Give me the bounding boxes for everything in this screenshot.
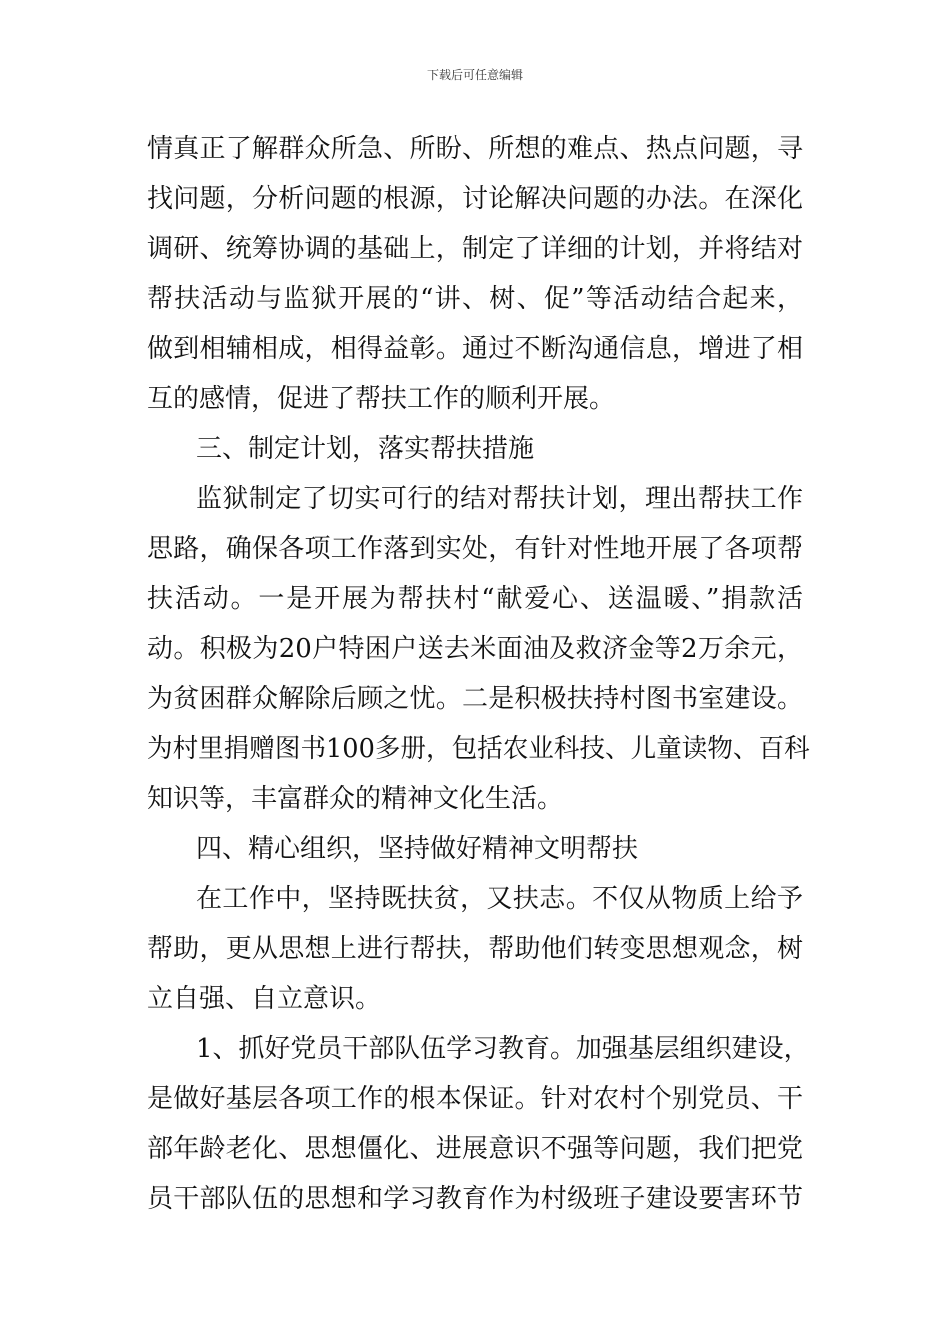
text-line: 帮助，更从思想上进行帮扶，帮助他们转变思想观念，树 — [147, 934, 803, 964]
text-line: 为村里捐赠图书100多册，包括农业科技、儿童读物、百科 — [147, 734, 810, 764]
text-line: 立自强、自立意识。 — [147, 984, 382, 1014]
text-line: 调研、统筹协调的基础上，制定了详细的计划，并将结对 — [147, 234, 803, 264]
text-line: 员干部队伍的思想和学习教育作为村级班子建设要害环节 — [147, 1184, 803, 1214]
text-line: 部年龄老化、思想僵化、进展意识不强等问题，我们把党 — [147, 1134, 803, 1164]
text-line: 互的感情，促进了帮扶工作的顺利开展。 — [147, 384, 616, 414]
text-line: 在工作中，坚持既扶贫，又扶志。不仅从物质上给予 — [196, 884, 803, 914]
section-heading: 三、制定计划，落实帮扶措施 — [196, 434, 535, 464]
text-line: 扶活动。一是开展为帮扶村“献爱心、送温暖、”捐款活 — [147, 584, 803, 614]
text-line: 是做好基层各项工作的根本保证。针对农村个别党员、干 — [147, 1084, 803, 1114]
text-line: 做到相辅相成，相得益彰。通过不断沟通信息，增进了相 — [147, 334, 803, 364]
text-line: 1、抓好党员干部队伍学习教育。加强基层组织建设， — [196, 1034, 810, 1064]
text-line: 为贫困群众解除后顾之忧。二是积极扶持村图书室建设。 — [147, 684, 803, 714]
text-line: 知识等，丰富群众的精神文化生活。 — [147, 784, 564, 814]
text-line: 找问题，分析问题的根源，讨论解决问题的办法。在深化 — [147, 184, 803, 214]
text-line: 情真正了解群众所急、所盼、所想的难点、热点问题，寻 — [147, 134, 803, 164]
text-line: 监狱制定了切实可行的结对帮扶计划，理出帮扶工作 — [196, 484, 803, 514]
text-line: 帮扶活动与监狱开展的“讲、树、促”等活动结合起来， — [147, 284, 803, 314]
text-line: 思路，确保各项工作落到实处，有针对性地开展了各项帮 — [147, 534, 803, 564]
text-line: 动。积极为20户特困户送去米面油及救济金等2万余元， — [147, 634, 803, 664]
page-header: 下载后可任意编辑 — [426, 68, 523, 82]
section-heading: 四、精心组织，坚持做好精神文明帮扶 — [196, 834, 639, 864]
